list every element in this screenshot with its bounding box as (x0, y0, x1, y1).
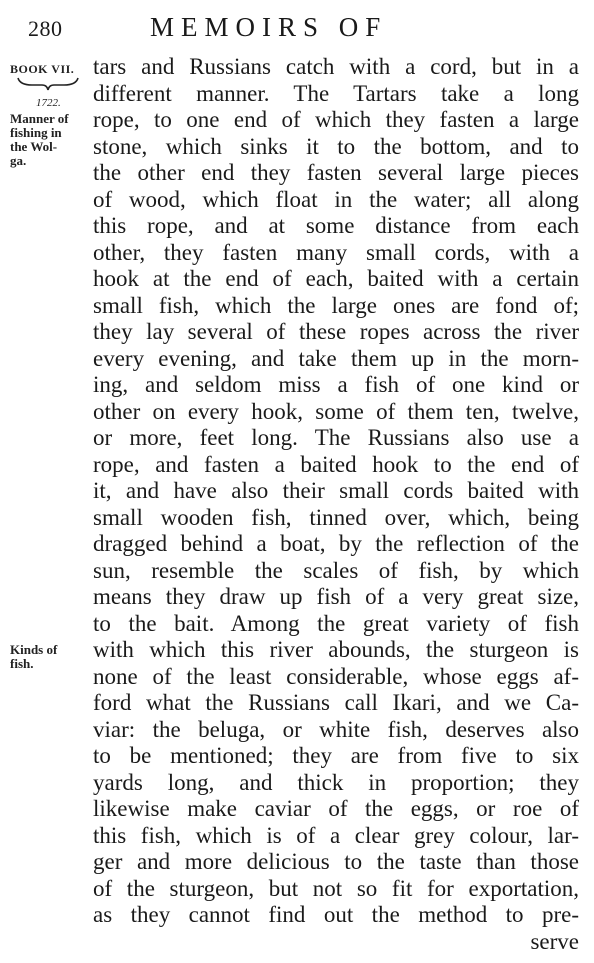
margin-note-line: fishing in (10, 125, 62, 140)
text-line: they lay several of these ropes across the river (93, 319, 579, 344)
margin-note-line: fish. (10, 656, 34, 671)
text-line: of wood, which float in the water; all along (93, 186, 579, 212)
text-line: none of the least considerable, whose eggs af- (93, 663, 579, 689)
text-line: to the bait. Among the great variety of fish (93, 610, 579, 636)
text-line: small fish, which the large ones are fond of; (93, 292, 579, 318)
text-line: this fish, which is of a clear grey colour, lar- (93, 822, 579, 848)
text-line: with which this river abounds, the sturgeon is (93, 637, 579, 662)
margin-year: 1722. (36, 97, 61, 109)
margin-brace-icon (16, 76, 80, 92)
running-title: MEMOIRS OF (150, 12, 388, 42)
text-line: rope, to one end of which they fasten a large (93, 107, 579, 132)
text-line: as they cannot find out the method to pre- (93, 902, 579, 927)
text-line: viar: the beluga, or white fish, deserves also (93, 716, 579, 742)
text-line: ford what the Russians call Ikari, and we Ca- (93, 690, 579, 715)
text-line: to be mentioned; they are from five to six (93, 743, 579, 768)
text-line: dragged behind a boat, by the reflection of the (93, 531, 579, 556)
margin-note-line: ga. (10, 153, 27, 168)
text-line: the other end they fasten several large pieces (93, 160, 579, 185)
catchword: serve (530, 928, 579, 954)
margin-note-kinds (10, 643, 80, 671)
margin-book-label: BOOK VII. (10, 62, 75, 76)
text-line: hook at the end of each, baited with a certain (93, 266, 579, 291)
body-text (93, 54, 579, 955)
margin-note-fishing (10, 112, 90, 168)
text-line: yards long, and thick in proportion; they (93, 769, 579, 795)
text-line: stone, which sinks it to the bottom, and to (93, 133, 579, 159)
text-line: every evening, and take them up in the morn- (93, 345, 579, 371)
page-number: 280 (28, 16, 63, 41)
text-line: it, and have also their small cords baited with (93, 478, 579, 503)
text-line: of the sturgeon, but not so fit for exportation, (93, 875, 579, 901)
text-line: small wooden fish, tinned over, which, being (93, 504, 579, 530)
text-line: tars and Russians catch with a cord, but in a (93, 54, 579, 79)
margin-note-line: Kinds of (10, 642, 58, 657)
text-line: sun, resemble the scales of fish, by which (93, 557, 579, 583)
margin-note-line: the Wol- (10, 139, 58, 154)
text-line: rope, and fasten a baited hook to the end of (93, 451, 579, 477)
text-line: different manner. The Tartars take a long (93, 80, 579, 106)
margin-note-line: Manner of (10, 111, 69, 126)
text-line: other, they fasten many small cords, with a (93, 239, 579, 265)
text-line: this rope, and at some distance from each (93, 213, 579, 238)
text-line: likewise make caviar of the eggs, or roe of (93, 796, 579, 821)
text-line: ing, and seldom miss a fish of one kind or (93, 372, 579, 397)
text-line: means they draw up fish of a very great size, (93, 584, 579, 609)
text-line: other on every hook, some of them ten, twelve, (93, 398, 579, 424)
text-line: or more, feet long. The Russians also use a (93, 425, 579, 450)
text-line: ger and more delicious to the taste than those (93, 849, 579, 874)
